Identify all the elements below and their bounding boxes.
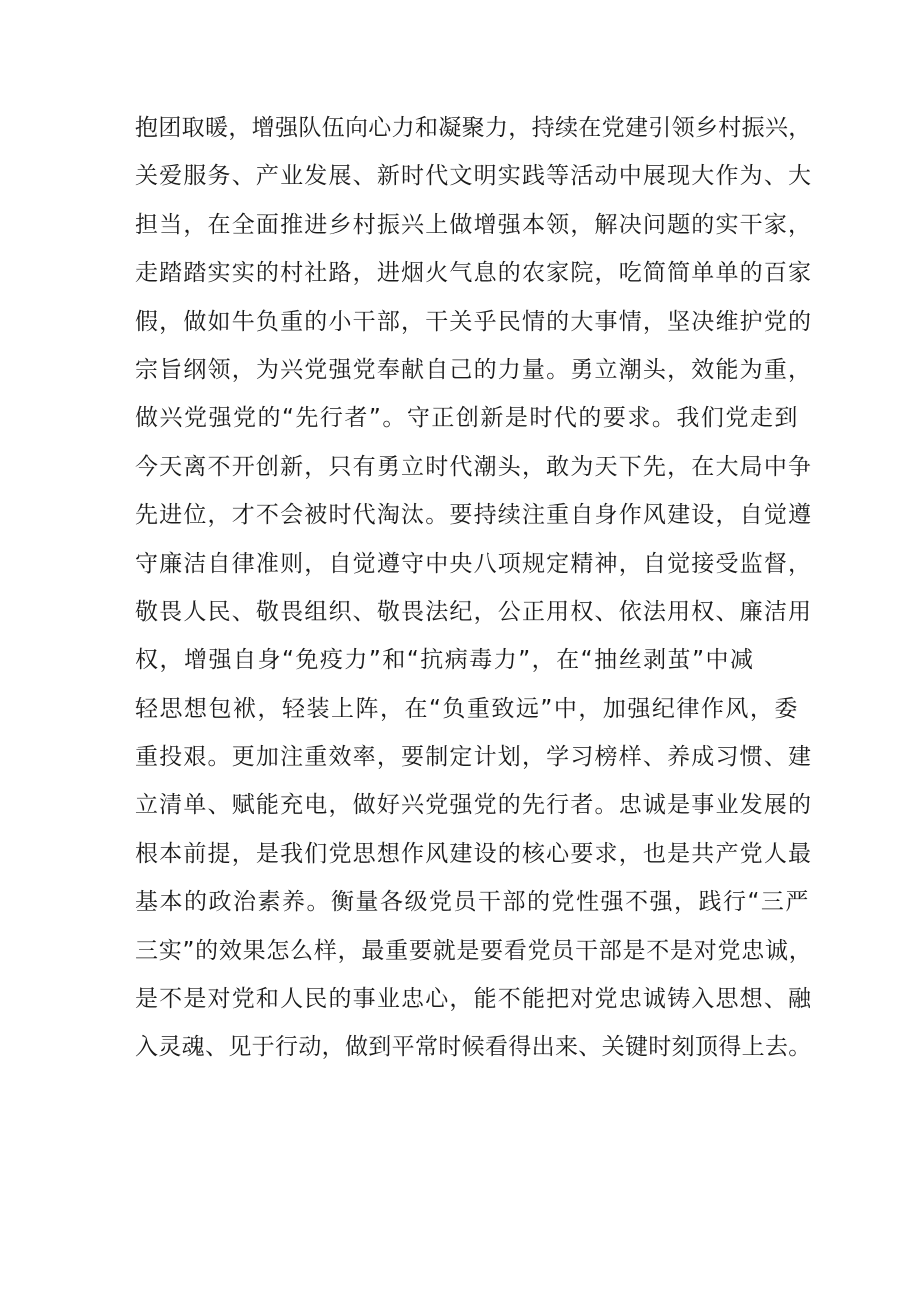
text-line: 关爱服务、产业发展、新时代文明实践等活动中展现大作为、大 bbox=[135, 163, 813, 190]
text-line: 立清单、赋能充电，做好兴党强党的先行者。忠诚是事业发展的 bbox=[135, 792, 813, 819]
text-line: 重投艰。更加注重效率，要制定计划，学习榜样、养成习惯、建 bbox=[135, 744, 813, 771]
text-line: 基本的政治素养。衡量各级党员干部的党性强不强，践行“三严 bbox=[135, 889, 810, 916]
text-line: 是不是对党和人民的事业忠心，能不能把对党忠诚铸入思想、融 bbox=[135, 986, 813, 1013]
text-line: 三实”的效果怎么样，最重要就是要看党员干部是不是对党忠诚， bbox=[135, 937, 813, 964]
text-line: 先进位，才不会被时代淘汰。要持续注重自身作风建设，自觉遵 bbox=[135, 502, 813, 529]
text-line: 担当，在全面推进乡村振兴上做增强本领，解决问题的实干家， bbox=[135, 211, 813, 238]
text-line: 抱团取暖，增强队伍向心力和凝聚力，持续在党建引领乡村振兴， bbox=[135, 115, 812, 141]
text-line: 轻思想包袱，轻装上阵，在“负重致远”中，加强纪律作风，委 bbox=[135, 695, 799, 722]
text-line: 权，增强自身“免疫力”和“抗病毒力”，在“抽丝剥茧”中减 bbox=[135, 647, 755, 674]
text-line: 根本前提，是我们党思想作风建设的核心要求，也是共产党人最 bbox=[135, 840, 813, 867]
text-line: 今天离不开创新，只有勇立时代潮头，敢为天下先，在大局中争 bbox=[135, 453, 813, 480]
text-line: 假，做如牛负重的小干部，干关乎民情的大事情，坚决维护党的 bbox=[135, 308, 813, 335]
text-line: 入灵魂、见于行动，做到平常时候看得出来、关键时刻顶得上去。 bbox=[135, 1034, 812, 1061]
text-line: 做兴党强党的“先行者”。守正创新是时代的要求。我们党走到 bbox=[135, 405, 799, 432]
text-line: 敬畏人民、敬畏组织、敬畏法纪，公正用权、依法用权、廉洁用 bbox=[135, 598, 813, 625]
text-line: 宗旨纲领，为兴党强党奉献自己的力量。勇立潮头，效能为重， bbox=[135, 356, 813, 383]
text-line: 守廉洁自律准则，自觉遵守中央八项规定精神，自觉接受监督， bbox=[135, 550, 813, 577]
body-paragraph bbox=[135, 104, 815, 1072]
text-line: 走踏踏实实的村社路，进烟火气息的农家院，吃简简单单的百家 bbox=[135, 260, 813, 287]
